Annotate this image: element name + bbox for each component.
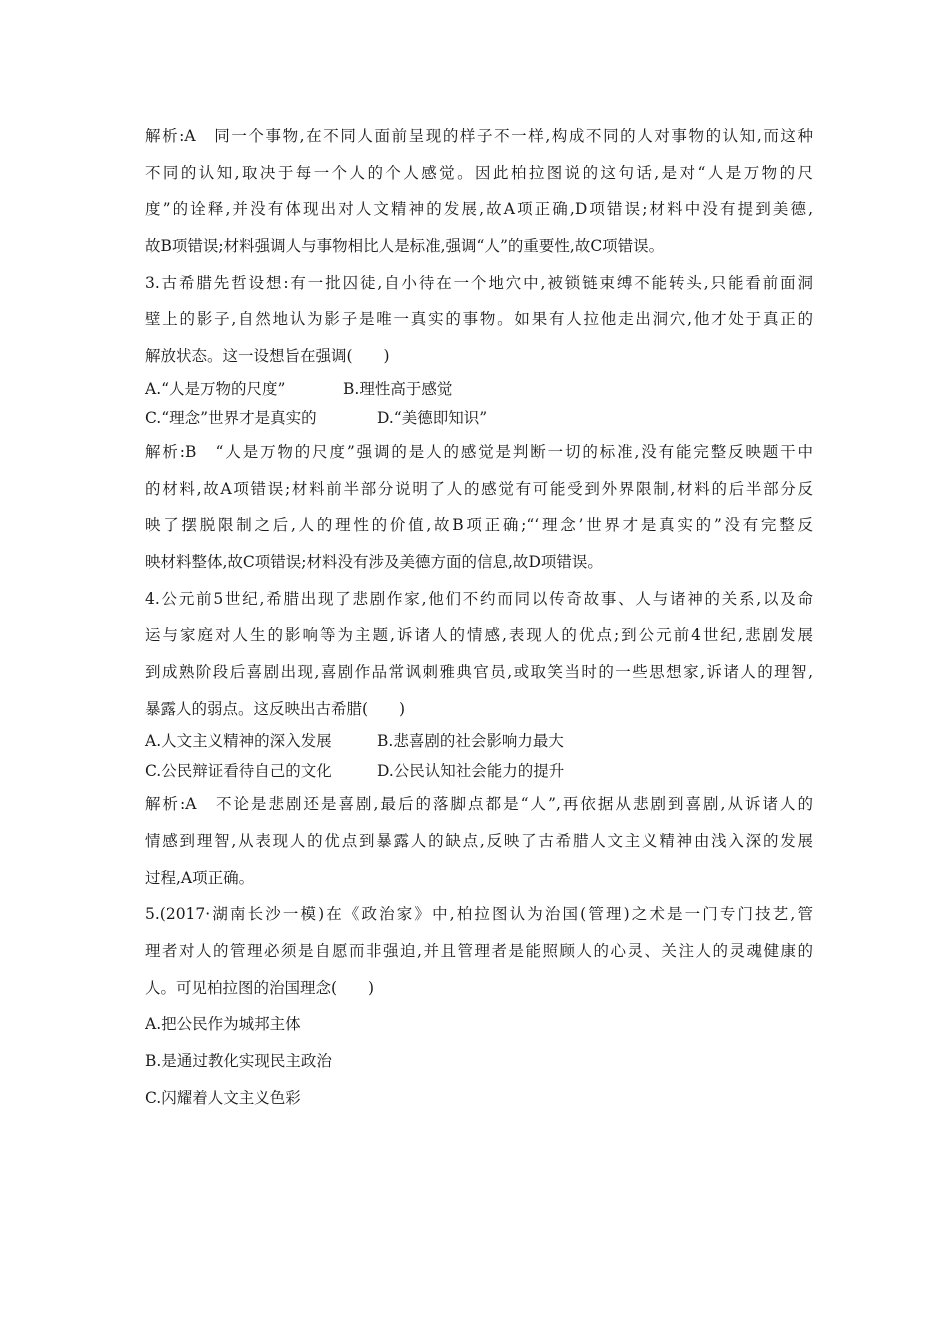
question-text-line: 暴露人的弱点。这反映出古希腊( ) [145,699,406,718]
question-text-line: 人。可见柏拉图的治国理念( ) [145,978,375,997]
option-b: B.悲喜剧的社会影响力最大 [377,732,564,751]
text-line: 的材料,故A项错误;材料前半部分说明了人的感觉有可能受到外界限制,材料的后半部分反 [145,479,813,498]
question-text-line: 4.公元前5世纪,希腊出现了悲剧作家,他们不约而同以传奇故事、人与诸神的关系,以及命 [145,589,813,608]
options-row [145,375,813,405]
option-a: A.“人是万物的尺度” [145,379,286,398]
options-row [145,404,813,434]
options-row [145,727,813,757]
option-c: C.“理念”世界才是真实的 [145,409,317,428]
option-c: C.闪耀着人文主义色彩 [145,1088,301,1107]
question-text-line: 3.古希腊先哲设想:有一批囚徒,自小待在一个地穴中,被锁链束缚不能转头,只能看前面洞 [145,273,813,292]
analysis-block [145,434,813,581]
option-b: B.是通过教化实现民主政治 [145,1052,332,1071]
text-line: 情感到理智,从表现人的优点到暴露人的缺点,反映了古希腊人文主义精神由浅入深的发展 [145,832,813,850]
option-c: C.公民辩证看待自己的文化 [145,761,332,780]
question-text-line: 解放状态。这一设想旨在强调( ) [145,347,390,366]
document-page [145,118,813,1117]
text-line: 故B项错误;材料强调人与事物相比人是标准,强调“人”的重要性,故C项错误。 [145,237,665,256]
question-text-line: 理者对人的管理必须是自愿而非强迫,并且管理者是能照顾人的心灵、关注人的灵魂健康的 [145,942,813,961]
question-3 [145,265,813,434]
text-line: 映材料整体,故C项错误;材料没有涉及美德方面的信息,故D项错误。 [145,552,603,571]
text-line: 度”的诠释,并没有体现出对人文精神的发展,故A项正确,D项错误;材料中没有提到美德, [145,200,813,219]
text-line: 解析:A 不论是悲剧还是喜剧,最后的落脚点都是“人”,再依据从悲剧到喜剧,从诉诸人的 [145,795,813,814]
analysis-block [145,118,813,265]
options-row [145,757,813,787]
question-text-line: 壁上的影子,自然地认为影子是唯一真实的事物。如果有人拉他走出洞穴,他才处于真正的 [145,310,813,329]
option-b: B.理性高于感觉 [343,379,453,398]
text-line: 解析:A 同一个事物,在不同人面前呈现的样子不一样,构成不同的人对事物的认知,而这种 [145,127,813,145]
analysis-block [145,786,813,896]
question-text-line: 到成熟阶段后喜剧出现,喜剧作品常讽刺雅典官员,或取笑当时的一些思想家,诉诸人的理智, [145,662,813,681]
option-a: A.人文主义精神的深入发展 [145,732,332,751]
question-text-line: 5.(2017·湖南长沙一模)在《政治家》中,柏拉图认为治国(管理)之术是一门专门技艺,管 [145,905,813,924]
text-line: 过程,A项正确。 [145,868,255,887]
text-line: 解析:B “人是万物的尺度”强调的是人的感觉是判断一切的标准,没有能完整反映题干中 [145,442,813,461]
option-d: D.“美德即知识” [377,409,488,428]
text-line: 不同的认知,取决于每一个人的个人感觉。因此柏拉图说的这句话,是对“人是万物的尺 [145,163,813,182]
option-a: A.把公民作为城邦主体 [145,1015,301,1034]
question-5 [145,896,813,1116]
question-text-line: 运与家庭对人生的影响等为主题,诉诸人的情感,表现人的优点;到公元前4世纪,悲剧发展 [145,626,813,645]
text-line: 映了摆脱限制之后,人的理性的价值,故B项正确;“‘理念’世界才是真实的”没有完整反 [145,516,813,535]
option-d: D.公民认知社会能力的提升 [377,761,565,780]
question-4 [145,581,813,787]
